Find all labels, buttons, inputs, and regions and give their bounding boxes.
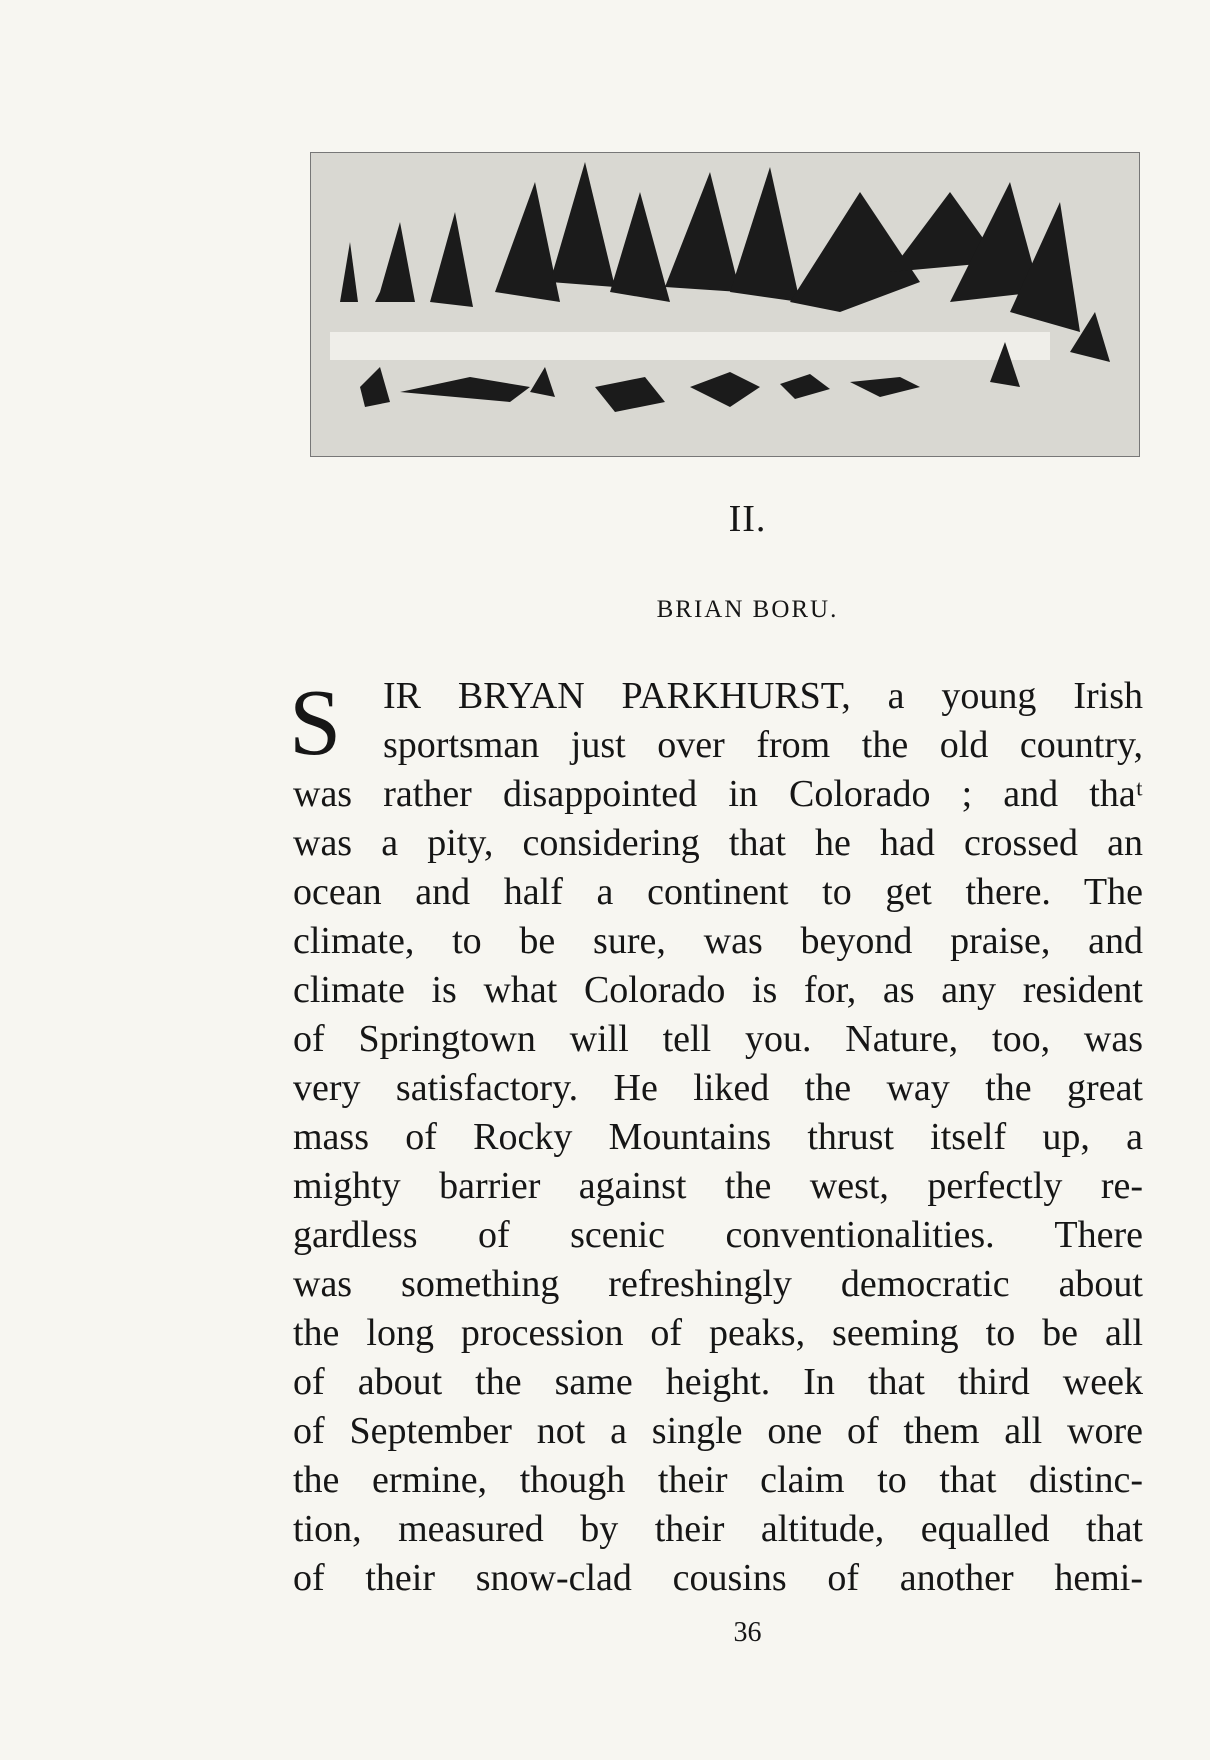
- text-line: gardless of scenic conventionalities. There: [293, 1214, 1143, 1256]
- text-line: of September not a single one of them all wore: [293, 1410, 1143, 1452]
- text-line: tion, measured by their altitude, equalled that: [293, 1508, 1143, 1550]
- text-line: of Springtown will tell you. Nature, too, was: [293, 1018, 1143, 1060]
- text-line: was a pity, considering that he had crossed an: [293, 822, 1143, 864]
- text-line: the long procession of peaks, seeming to be all: [293, 1312, 1143, 1354]
- drop-cap: S: [289, 671, 342, 775]
- text-line: climate is what Colorado is for, as any resident: [293, 969, 1143, 1011]
- page-number: 36: [733, 1617, 762, 1648]
- decorative-headpiece: [310, 152, 1140, 457]
- text-line: was something refreshingly democratic about: [293, 1263, 1143, 1305]
- chapter-number: II.: [728, 498, 767, 540]
- first-line-text: IR BRYAN PARKHURST, a young Irish: [383, 675, 1143, 717]
- text-line: sportsman just over from the old country,: [383, 724, 1143, 766]
- text-line: of about the same height. In that third week: [293, 1361, 1143, 1403]
- text-line: ocean and half a continent to get there. The: [293, 871, 1143, 913]
- text-line: climate, to be sure, was beyond praise, and: [293, 920, 1143, 962]
- chapter-text: [289, 671, 1143, 1603]
- chapter-title: BRIAN BORU.: [656, 596, 839, 623]
- text-line: of their snow-clad cousins of another hemi-: [293, 1557, 1143, 1599]
- text-line: the ermine, though their claim to that distinc-: [293, 1459, 1143, 1501]
- text-line: mighty barrier against the west, perfectly re-: [293, 1165, 1143, 1207]
- text-line: mass of Rocky Mountains thrust itself up, a: [293, 1116, 1143, 1158]
- text-line: was rather disappointed in Colorado ; and thaᵗ: [293, 773, 1143, 815]
- tree-band-headpiece-icon: [310, 152, 1140, 457]
- text-line: very satisfactory. He liked the way the great: [293, 1067, 1143, 1109]
